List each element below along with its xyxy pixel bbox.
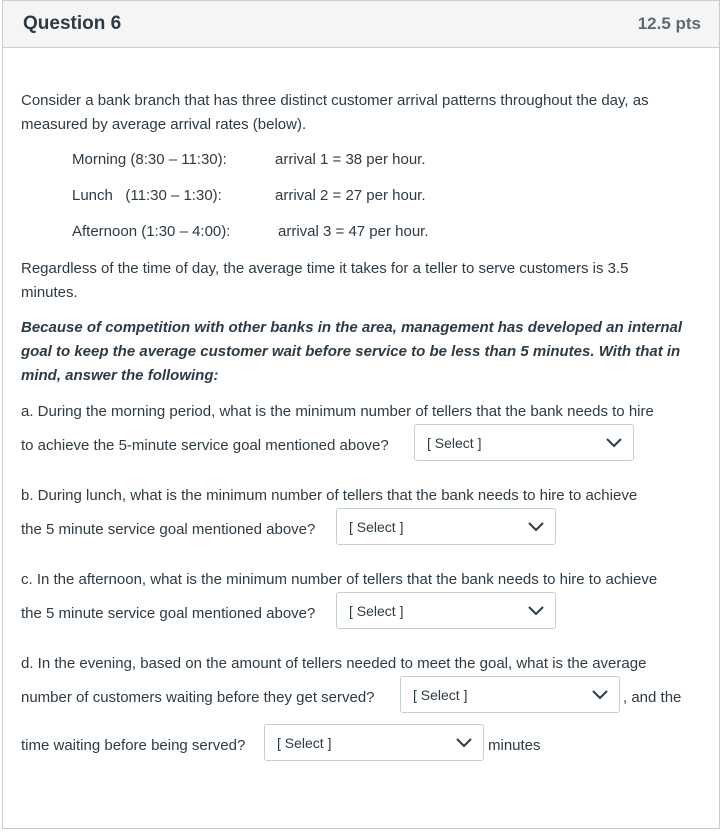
select-part-a-value: [ Select ] [427,434,482,451]
part-d-line2: number of customers waiting before they get served? [21,689,375,706]
chevron-down-icon [591,686,609,704]
chevron-down-icon [605,434,623,452]
period-label-morning: Morning (8:30 – 11:30): [72,151,227,168]
period-rate-lunch: arrival 2 = 27 per hour. [275,187,426,204]
part-d-line1: d. In the evening, based on the amount of tellers needed to meet the goal, what is the average [21,655,647,672]
goal-text: Because of competition with other banks in the area, management has developed an internal goal to keep the average customer wait before service to be less than 5 minutes. With that in mind, answer the following: [21,319,682,384]
select-part-d-customers[interactable] [400,676,620,713]
part-b-line1: b. During lunch, what is the minimum number of tellers that the bank needs to hire to achieve [21,487,638,504]
period-rate-morning: arrival 1 = 38 per hour. [275,151,426,168]
select-part-a[interactable] [414,424,634,461]
question-header [3,1,719,48]
question-points: 12.5 pts [637,14,701,33]
select-part-b-value: [ Select ] [349,518,404,535]
select-part-c-value: [ Select ] [349,602,404,619]
part-c-line2: the 5 minute service goal mentioned above? [21,605,316,622]
period-label-afternoon: Afternoon (1:30 – 4:00): [72,223,231,240]
select-part-b[interactable] [336,508,556,545]
part-a-line1: a. During the morning period, what is the minimum number of tellers that the bank needs to hire [21,403,654,420]
chevron-down-icon [455,734,473,752]
period-label-lunch: Lunch (11:30 – 1:30): [72,187,222,204]
part-d-and-the: , and the [623,689,682,706]
service-text: Regardless of the time of day, the average time it takes for a teller to serve customers is 3.5 minutes. [21,260,629,301]
part-d-minutes: minutes [488,737,541,754]
question-title: Question 6 [23,13,122,34]
select-part-d-customers-value: [ Select ] [413,686,468,703]
part-c-line1: c. In the afternoon, what is the minimum number of tellers that the bank needs to hire to achieve [21,571,658,588]
period-rate-afternoon: arrival 3 = 47 per hour. [278,223,429,240]
select-part-c[interactable] [336,592,556,629]
select-part-d-time-value: [ Select ] [277,734,332,751]
chevron-down-icon [527,518,545,536]
part-d-line3: time waiting before being served? [21,737,246,754]
select-part-d-time[interactable] [264,724,484,761]
intro-text: Consider a bank branch that has three distinct customer arrival patterns throughout the day, as measured by average arrival rates (below). [21,92,649,133]
part-a-line2: to achieve the 5-minute service goal mentioned above? [21,437,389,454]
part-b-line2: the 5 minute service goal mentioned above? [21,521,316,538]
chevron-down-icon [527,602,545,620]
